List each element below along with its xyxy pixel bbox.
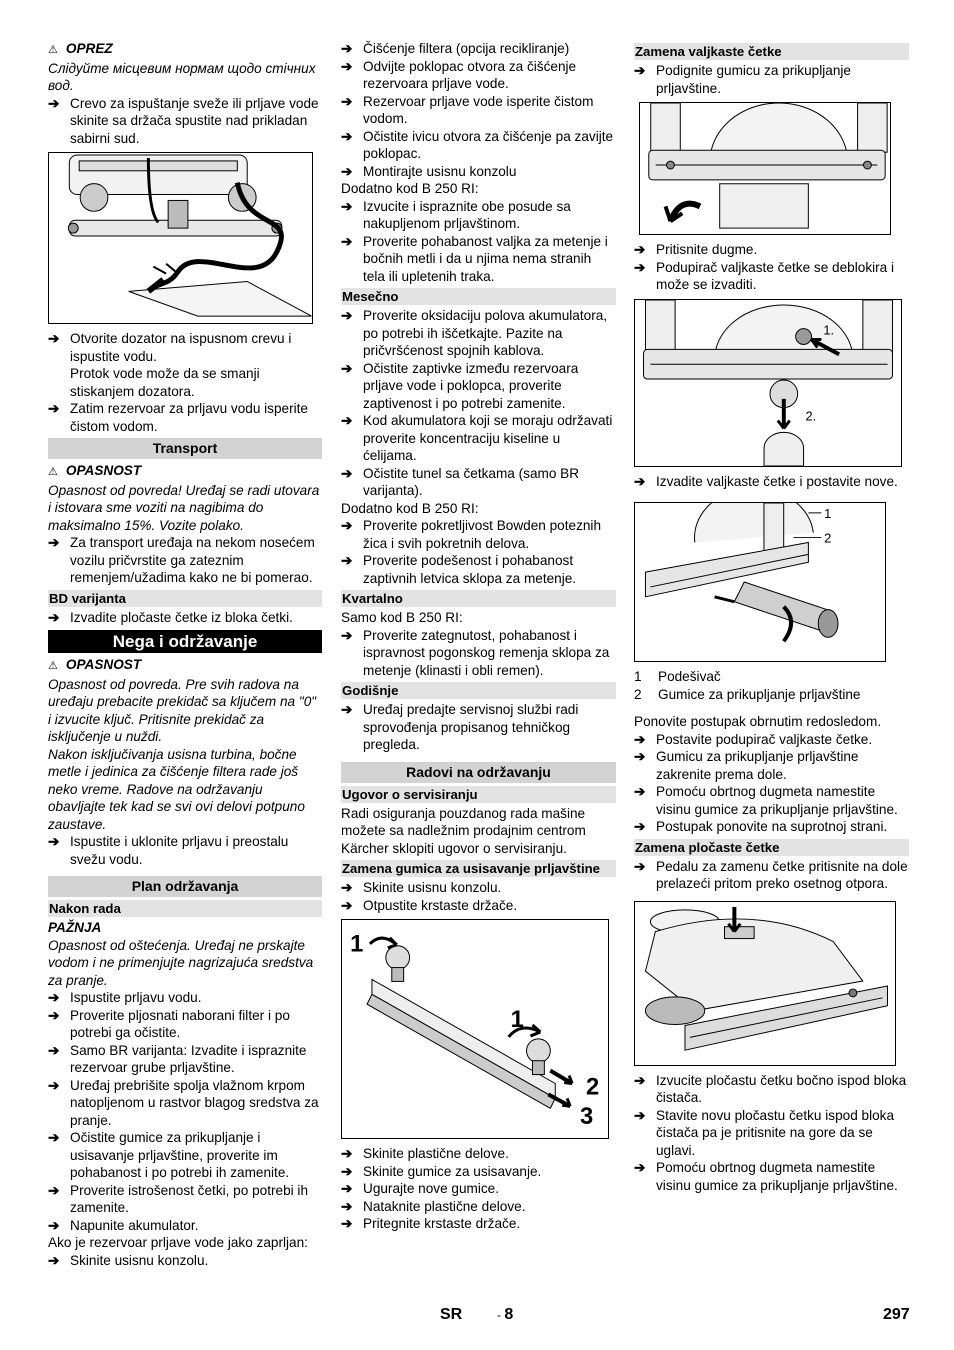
bullet: ➔ Napunite akumulator. xyxy=(48,1217,199,1233)
bullet: ➔ Rezervoar prljave vode isperite čistom vodom. xyxy=(341,93,594,126)
paragraph: Ako je rezervoar prljave vode jako zaprljan: xyxy=(48,1235,308,1250)
column-1 xyxy=(48,40,322,1269)
bullet: ➔ Pritisnite dugme. xyxy=(634,242,758,257)
figure-label: 2. xyxy=(805,408,817,424)
figure-label: 3 xyxy=(580,1103,594,1131)
bullet: ➔ Skinite gumice za usisavanje. xyxy=(341,1163,542,1179)
figure-label: 2 xyxy=(824,530,832,546)
page-footer xyxy=(0,1306,954,1330)
column-2 xyxy=(341,40,616,1233)
caution-heading: ⚠ OPREZ xyxy=(48,40,322,60)
paragraph: Ponovite postupak obrnutim redosledom. xyxy=(634,714,882,729)
section-heading-transport: Transport xyxy=(48,438,322,459)
bullet: ➔ Izvadite valjkaste četke i postavite nove. xyxy=(634,473,898,489)
figure-label: 1. xyxy=(823,322,835,338)
subheading-monthly: Mesečno xyxy=(341,288,616,305)
bullet: ➔ Očistite gumice za prikupljanje i usisavanje prljavštine, proverite im pohabanost i po potrebi ih zamenite. xyxy=(48,1130,290,1180)
bullet: ➔ Ispustite i uklonite prljavu i preostalu svežu vodu. xyxy=(48,834,289,867)
subheading-service-contract: Ugovor o servisiranju xyxy=(341,786,616,803)
subheading-bd-variant: BD varijanta xyxy=(48,590,322,607)
legend-item: 2 Gumice za prikupljanje prljavštine xyxy=(634,686,861,702)
subheading-replace-roller-brush: Zamena valjkaste četke xyxy=(634,43,909,60)
bullet: ➔ Otpustite krstaste držače. xyxy=(341,897,518,913)
bullet: ➔ Postavite podupirač valjkaste četke. xyxy=(634,731,873,747)
attention-text: Opasnost od oštećenja. Uređaj ne prskajte vodom i ne primenjujte nagrizajuća sredstva za pranje. xyxy=(48,937,314,988)
language-code: SR xyxy=(440,1306,463,1323)
bullet: ➔ Proverite istrošenost četki, po potrebi ih zamenite. xyxy=(48,1182,309,1215)
danger-text: Opasnost od povreda! Uređaj se radi utovara i istovara sme voziti na nagibima do maksimalno 15%. Vozite polako. xyxy=(48,482,320,533)
figure-label: 1 xyxy=(510,1006,524,1034)
bullet: ➔ Očistite zaptivke između rezervoara prljave vode i poklopca, proverite zaptivenost i po potrebi zamenite. xyxy=(341,360,579,411)
bullet: ➔ Proverite zategnutost, pohabanost i ispravnost pogonskog remenja sklopa za metenje (klinasti i obli remen). xyxy=(341,627,610,678)
figure-press-button xyxy=(634,299,902,467)
bullet: ➔ Proverite oksidaciju polova akumulatora, po potrebi ih iščetkajte. Pazite na pričvršćenost spojnih kablova. xyxy=(341,308,608,358)
bullet: ➔ Za transport uređaja na nekom nosećem vozilu pričvrstite ga zateznim remenjem/užadima kako ne bi pomerao. xyxy=(48,535,315,585)
bullet: ➔ Izvucite pločastu četku bočno ispod bloka čistača. xyxy=(634,1072,907,1105)
subheading-after-work: Nakon rada xyxy=(48,900,322,917)
bullet: ➔ Skinite usisnu konzolu. xyxy=(48,1252,209,1268)
bullet: ➔ Ispustite prljavu vodu. xyxy=(48,990,202,1005)
bullet: ➔ Očistite tunel sa četkama (samo BR varijanta). xyxy=(341,465,580,498)
bullet: ➔ Proverite pohabanost valjka za metenje i bočnih metli i da u njima nema stranih tela ili upletenih traka. xyxy=(341,233,608,284)
bullet: ➔ Kod akumulatora koji se moraju održavati proverite koncentraciju kiseline u ćelijama. xyxy=(341,413,613,463)
bullet: ➔ Pritegnite krstaste držače. xyxy=(341,1216,521,1231)
bullet: ➔ Postupak ponovite na suprotnoj strani. xyxy=(634,819,888,834)
figure-suction-bar xyxy=(341,919,609,1139)
bullet: ➔ Izvadite pločaste četke iz bloka četki. xyxy=(48,609,293,625)
section-page-number: - 8 xyxy=(497,1306,513,1324)
section-heading-maintenance-work: Radovi na održavanju xyxy=(341,762,616,783)
bullet: ➔ Gumicu za prikupljanje prljavštine zakrenite prema dole. xyxy=(634,749,859,782)
bullet: ➔ Skinite plastične delove. xyxy=(341,1146,509,1161)
section-heading-plan: Plan održavanja xyxy=(48,876,322,897)
subheading-quarterly: Kvartalno xyxy=(341,590,616,607)
danger-heading: ⚠ OPASNOST xyxy=(48,462,322,482)
bullet: ➔ Crevo za ispuštanje sveže ili prljave vode skinite sa držača spustite nad prikladan sabirni sud. xyxy=(48,95,319,146)
bullet: ➔ Proverite pokretljivost Bowden poteznih žica i svih pokretnih delova. xyxy=(341,518,602,551)
bullet: ➔ Uređaj prebrišite spolja vlažnom krpom natopljenom u rastvor blagog sredstva za pranje. xyxy=(48,1077,319,1128)
figure-label: 1 xyxy=(350,930,364,958)
page-number: 297 xyxy=(883,1306,910,1323)
bullet: ➔ Pomoću obrtnog dugmeta namestite visinu gumice za prikupljanje prljavštine. xyxy=(634,784,898,817)
figure-lift-rubber xyxy=(639,102,891,235)
note: Protok vode može da se smanji stiskanjem dozatora. xyxy=(70,366,260,399)
paragraph: Dodatno kod B 250 RI: xyxy=(341,500,479,516)
bullet: ➔ Podupirač valjkaste četke se deblokira i može se izvaditi. xyxy=(634,259,895,292)
danger-heading: ⚠ OPASNOST xyxy=(48,656,322,676)
attention-heading: PAŽNJA xyxy=(48,920,102,935)
bullet: ➔ Izvucite i ispraznite obe posude sa nakupljenom prljavštinom. xyxy=(341,198,571,231)
subheading-yearly: Godišnje xyxy=(341,682,616,699)
bullet: ➔ Proverite pljosnati naborani filter i po potrebi ga očistite. xyxy=(48,1007,290,1040)
bullet: ➔ Skinite usisnu konzolu. xyxy=(341,880,502,895)
bullet: ➔ Uređaj predajte servisnoj službi radi sprovođenja propisanog tehničkog pregleda. xyxy=(341,702,579,752)
legend-item: 1 Podešivač xyxy=(634,669,721,684)
bullet: ➔ Pedalu za zamenu četke pritisnite na dole prelazeći pritom preko osetnog otpora. xyxy=(634,858,908,891)
bullet: ➔ Ugurajte nove gumice. xyxy=(341,1181,500,1196)
bullet: ➔ Proverite podešenost i pohabanost zaptivnih letvica sklopa za metenje. xyxy=(341,553,577,586)
figure-disc-brush xyxy=(634,901,896,1066)
bullet: ➔ Očistite ivicu otvora za čišćenje pa zavijte poklopac. xyxy=(341,128,614,161)
subheading-replace-suction-rubbers: Zamena gumica za usisavanje prljavštine xyxy=(341,860,616,877)
bullet: ➔ Nataknite plastične delove. xyxy=(341,1198,526,1214)
column-3 xyxy=(634,40,909,1194)
bullet: ➔ Otvorite dozator na ispusnom crevu i ispustite vodu. xyxy=(48,331,292,364)
bullet: ➔ Montirajte usisnu konzolu xyxy=(341,163,517,179)
bullet: ➔ Pomoću obrtnog dugmeta namestite visinu gumice za prikupljanje prljavštine. xyxy=(634,1160,898,1193)
caution-text: Слідуйте місцевим нормам щодо стічних вод. xyxy=(48,60,316,93)
paragraph: Dodatno kod B 250 RI: xyxy=(341,181,479,196)
bullet: ➔ Čišćenje filtera (opcija recikliranje) xyxy=(341,41,570,56)
danger-text: Nakon isključivanja usisna turbina, bočne metle i jedinica za čišćenje filtera rade još neko vreme. Radove na održavanju obavljajte tek kad se svi ovi delovi potpuno zaustave. xyxy=(48,746,305,832)
bullet: ➔ Odvijte poklopac otvora za čišćenje rezervoara prljave vode. xyxy=(341,58,577,91)
paragraph: Radi osiguranja pouzdanog rada mašine možete sa nadležnim prodajnim centrom Kärcher sklopiti ugovor o servisiranju. xyxy=(341,805,586,856)
figure-roller-brush xyxy=(634,502,886,662)
figure-label: 2 xyxy=(585,1073,600,1101)
subheading-replace-disc-brush: Zamena pločaste četke xyxy=(634,839,909,856)
bullet: ➔ Samo BR varijanta: Izvadite i ispraznite rezervoar grube prljavštine. xyxy=(48,1042,307,1075)
bullet: ➔ Stavite novu pločastu četku ispod bloka čistača pa je pritisnite na gore da se uglavi. xyxy=(634,1107,895,1158)
figure-drain-hose xyxy=(48,152,313,324)
bullet: ➔ Zatim rezervoar za prljavu vodu isperite čistom vodom. xyxy=(48,401,308,434)
paragraph: Samo kod B 250 RI: xyxy=(341,610,463,625)
figure-label: 1 xyxy=(824,505,832,521)
bullet: ➔ Podignite gumicu za prikupljanje prljavštine. xyxy=(634,63,851,96)
danger-text: Opasnost od povreda. Pre svih radova na uređaju prebacite prekidač sa ključem na "0" i izvucite ključ. Pritisnite prekidač za isključenje u nuždi. xyxy=(48,676,317,744)
chapter-heading: Nega i održavanje xyxy=(48,630,322,653)
